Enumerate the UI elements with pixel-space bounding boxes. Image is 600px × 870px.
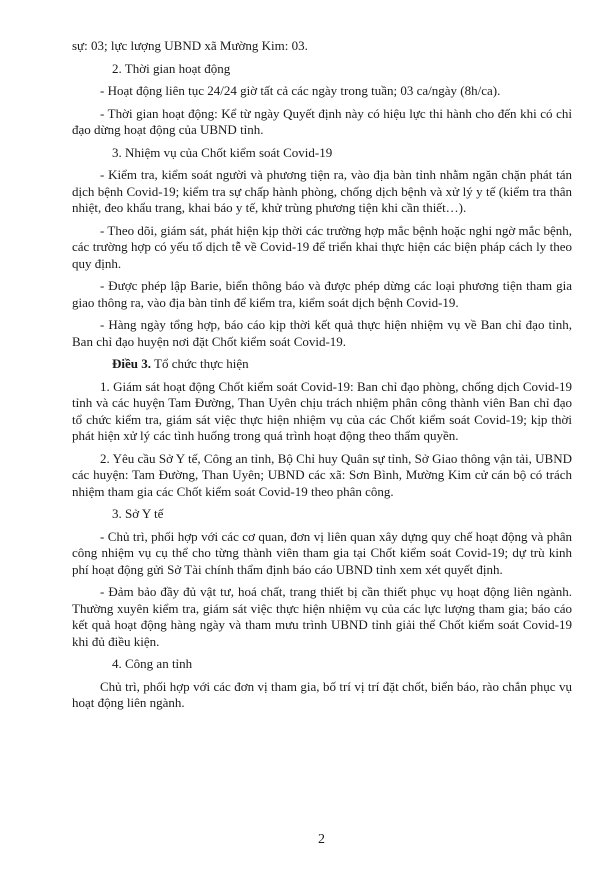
paragraph: - Hàng ngày tổng hợp, báo cáo kịp thời kết quả thực hiện nhiệm vụ về Ban chỉ đạo tỉnh, Ban chỉ đạo huyện nơi đặt Chốt kiểm soát Covid-19. (72, 317, 572, 349)
section-heading: 3. Sở Y tế (112, 506, 164, 521)
paragraph: - Được phép lập Barie, biển thông báo và được phép dừng các loại phương tiện tham gia giao thông ra, vào địa bàn tỉnh để kiểm tra, kiểm soát dịch bệnh Covid-19. (72, 278, 572, 310)
section-heading: 3. Nhiệm vụ của Chốt kiểm soát Covid-19 (112, 144, 333, 160)
paragraph: 2. Yêu cầu Sở Y tế, Công an tỉnh, Bộ Chỉ huy Quân sự tỉnh, Sở Giao thông vận tải, UBND các huyện: Tam Đường, Than Uyên; UBND các xã: Sơn Bình, Mường Kim cử cán bộ có trách nhiệm tham gia các Chốt kiểm soát Covid-19 theo phân công. (72, 450, 572, 499)
document-page (72, 38, 572, 718)
paragraph: - Thời gian hoạt động: Kể từ ngày Quyết định này có hiệu lực thi hành cho đến khi có chỉ đạo dừng hoạt động của UBND tỉnh. (72, 105, 572, 137)
page-number: 2 (318, 832, 325, 847)
paragraph: 1. Giám sát hoạt động Chốt kiểm soát Covid-19: Ban chỉ đạo phòng, chống dịch Covid-19 tỉnh và các huyện Tam Đường, Than Uyên chịu trách nhiệm phân công thành viên Ban chỉ đạo tổ chức kiểm tra, giám sát việc thực hiện nhiệm vụ của các Chốt kiểm soát Covid-19; kịp thời phát hiện xử lý các tình huống trong quá trình hoạt động theo thẩm quyền. (72, 378, 572, 443)
paragraph: - Theo dõi, giám sát, phát hiện kịp thời các trường hợp mắc bệnh hoặc nghi ngờ mắc bệnh, các trường hợp có yếu tố dịch tễ về Covid-19 để triển khai thực hiện các biện pháp cách ly theo quy định. (72, 222, 572, 271)
paragraph: Chủ trì, phối hợp với các đơn vị tham gia, bố trí vị trí đặt chốt, biển báo, rào chắn phục vụ hoạt động liên ngành. (72, 678, 572, 710)
article-title: Tổ chức thực hiện (151, 356, 249, 371)
paragraph: sự: 03; lực lượng UBND xã Mường Kim: 03. (72, 38, 308, 53)
section-heading: 4. Công an tỉnh (112, 656, 193, 671)
article-heading (72, 356, 572, 373)
section-heading: 2. Thời gian hoạt động (112, 60, 231, 76)
paragraph: - Đảm bảo đầy đủ vật tư, hoá chất, trang thiết bị cần thiết phục vụ hoạt động liên ngành. Thường xuyên kiểm tra, giám sát việc thực hiện nhiệm vụ của các lực lượng tham gia; báo cáo kết quả hoạt động hàng ngày và tham mưu trình UBND tỉnh giải thể Chốt kiểm soát Covid-19 khi đủ điều kiện. (72, 584, 572, 649)
paragraph: - Kiểm tra, kiểm soát người và phương tiện ra, vào địa bàn tỉnh nhằm ngăn chặn phát tán dịch bệnh Covid-19; kiểm tra sự chấp hành phòng, chống dịch bệnh và xử lý y tế (kiểm tra thân nhiệt, đeo khẩu trang, khai báo y tế, khử trùng phương tiện khi cần thiết…). (72, 167, 572, 215)
article-label: Điều 3. (112, 356, 151, 371)
paragraph: - Hoạt động liên tục 24/24 giờ tất cả các ngày trong tuần; 03 ca/ngày (8h/ca). (100, 83, 501, 98)
paragraph: - Chủ trì, phối hợp với các cơ quan, đơn vị liên quan xây dựng quy chế hoạt động và phân công nhiệm vụ cụ thể cho từng thành viên tham gia tại Chốt kiểm soát Covid-19; dự trù kinh phí hoạt động gửi Sở Tài chính thẩm định báo cáo UBND tỉnh xem xét quyết định. (72, 528, 572, 577)
